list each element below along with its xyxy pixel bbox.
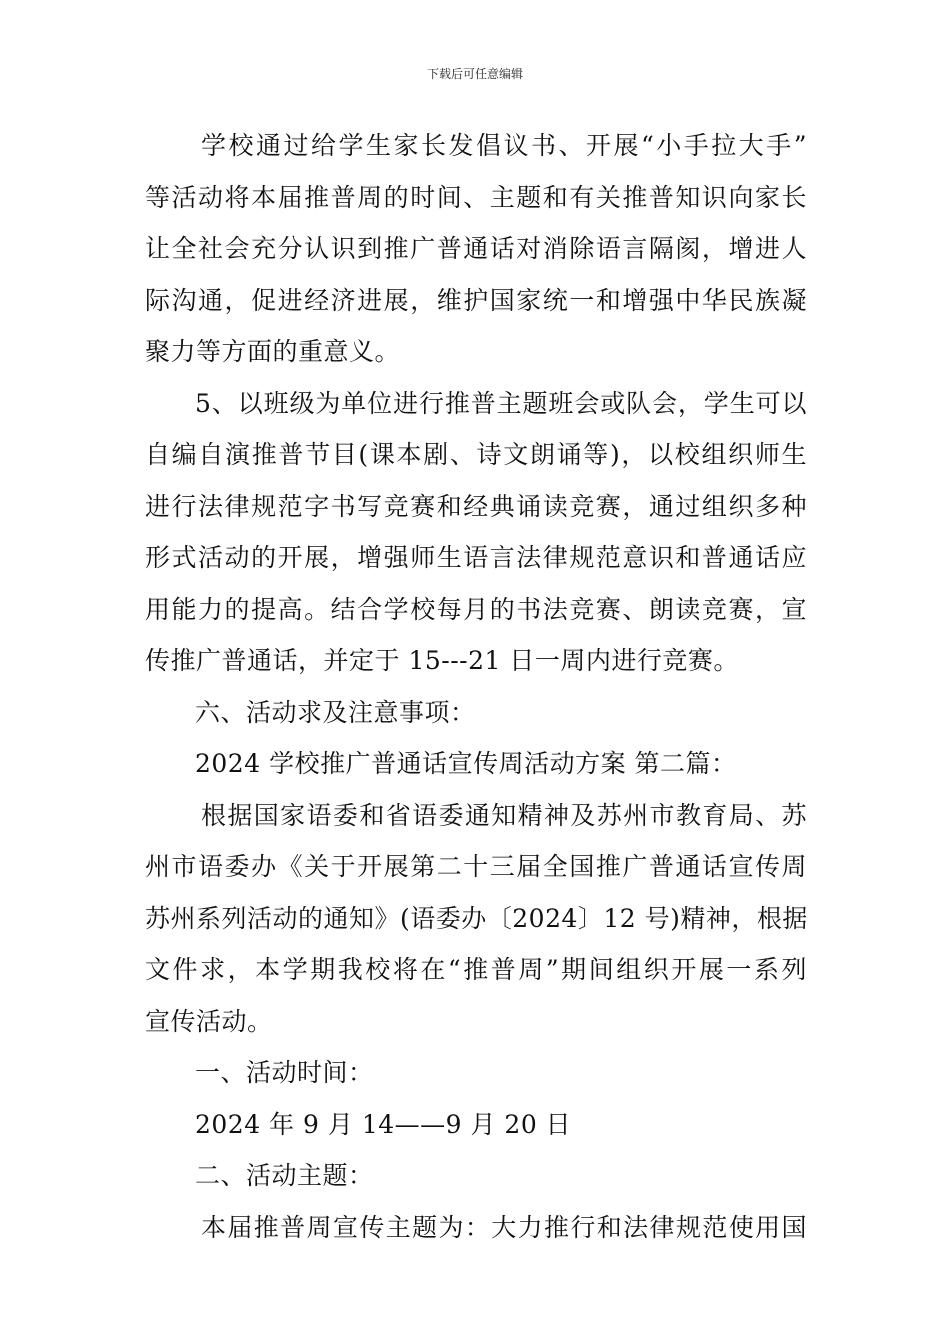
- text-line: 根据国家语委和省语委通知精神及苏州市教育局、苏: [201, 800, 807, 830]
- text-line: 本届推普周宣传主题为：大力推行和法律规范使用国: [201, 1212, 807, 1242]
- text-line: 苏州系列活动的通知》(语委办〔2024〕12 号)精神，根据: [145, 903, 808, 933]
- text-line: 文件求，本学期我校将在“推普周”期间组织开展一系列: [145, 955, 807, 984]
- text-line: 际沟通，促进经济进展，维护国家统一和增强中华民族凝: [145, 285, 807, 315]
- section-heading: 2024 学校推广普通话宣传周活动方案 第二篇：: [195, 749, 737, 778]
- section-heading: 六、活动求及注意事项：: [195, 697, 476, 727]
- text-line: 进行法律规范字书写竞赛和经典诵读竞赛，通过组织多种: [145, 491, 807, 521]
- document-body: [145, 128, 807, 1261]
- section-heading: 一、活动时间：: [195, 1058, 374, 1087]
- text-line: 让全社会充分认识到推广普通话对消除语言隔阂，增进人: [145, 234, 807, 263]
- section-heading: 二、活动主题：: [195, 1161, 374, 1190]
- text-line: 学校通过给学生家长发倡议书、开展“小手拉大手”: [201, 131, 807, 160]
- text-line: 形式活动的开展，增强师生语言法律规范意识和普通话应: [145, 543, 807, 572]
- text-line: 等活动将本届推普周的时间、主题和有关推普知识向家长: [145, 182, 807, 212]
- text-line: 2024 年 9 月 14——9 月 20 日: [195, 1109, 572, 1139]
- text-line: 自编自演推普节目(课本剧、诗文朗诵等)，以校组织师生: [145, 440, 807, 469]
- text-line: 州市语委办《关于开展第二十三届全国推广普通话宣传周: [145, 852, 807, 881]
- text-line: 5、以班级为单位进行推普主题班会或队会，学生可以: [195, 388, 807, 418]
- text-line: 用能力的提高。结合学校每月的书法竞赛、朗读竞赛，宣: [145, 594, 807, 624]
- page-header-note: 下载后可任意编辑: [426, 67, 523, 81]
- text-line: 聚力等方面的重意义。: [145, 337, 401, 366]
- text-line: 传推广普通话，并定于 15---21 日一周内进行竞赛。: [145, 646, 739, 675]
- text-line: 宣传活动。: [145, 1006, 273, 1036]
